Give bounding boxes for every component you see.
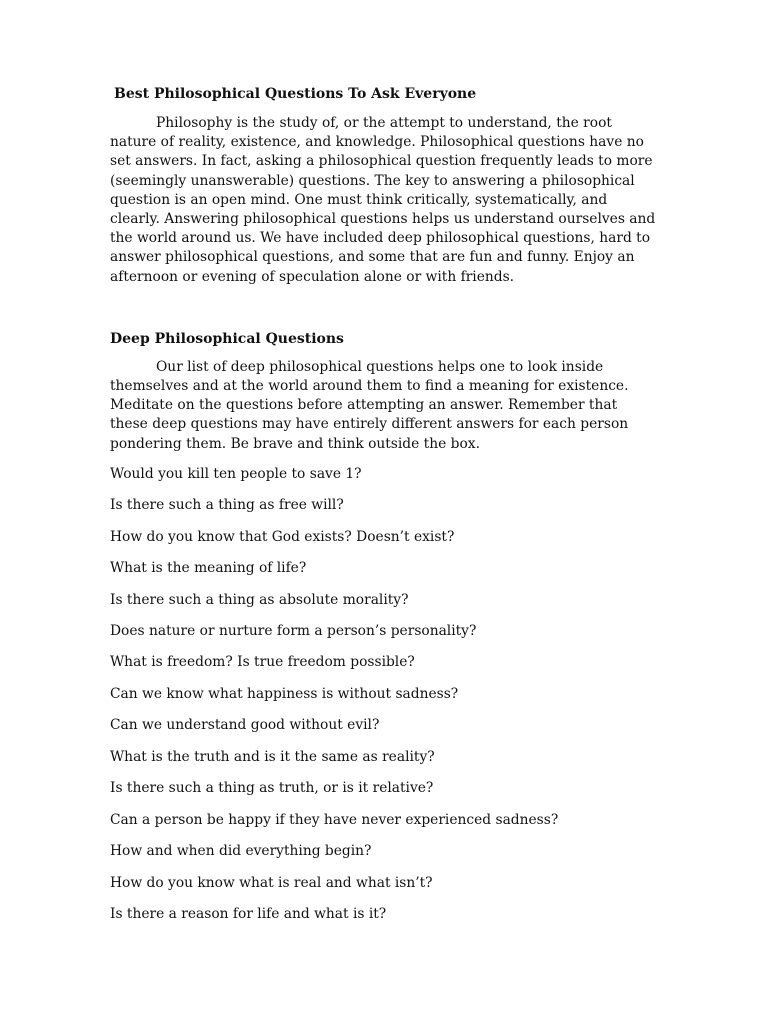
question-item: How do you know what is real and what isn’t? [110, 874, 433, 891]
question-item: How do you know that God exists? Doesn’t exist? [110, 528, 455, 545]
question-list [110, 465, 658, 924]
question-item: What is the truth and is it the same as reality? [110, 748, 435, 765]
question-item: Can we understand good without evil? [110, 717, 380, 734]
question-item: Would you kill ten people to save 1? [110, 465, 362, 482]
section-heading: Deep Philosophical Questions [110, 330, 344, 347]
question-item: Does nature or nurture form a person’s personality? [110, 623, 477, 640]
question-item: Can we know what happiness is without sadness? [110, 685, 459, 702]
question-item: Can a person be happy if they have never experienced sadness? [110, 811, 559, 828]
question-item: Is there such a thing as absolute morality? [110, 591, 409, 608]
document-page [110, 84, 658, 936]
document-title: Best Philosophical Questions To Ask Everyone [114, 86, 477, 102]
section-intro-paragraph: Our list of deep philosophical questions helps one to look inside themselves and at the world around them to find a meaning for existence. Meditate on the questions before attempting an answer. Remember that these deep questions may have entirely different answers for each person pondering them. Be brave and think outside the box. [110, 358, 629, 452]
question-item: What is freedom? Is true freedom possible? [110, 654, 415, 671]
question-item: Is there such a thing as free will? [110, 497, 344, 514]
question-item: Is there such a thing as truth, or is it relative? [110, 780, 434, 797]
intro-paragraph: Philosophy is the study of, or the attempt to understand, the root nature of reality, existence, and knowledge. Philosophical questions have no set answers. In fact, asking a philosophical question frequently leads to more (seemingly unanswerable) questions. The key to answering a philosophical question is an open mind. One must think critically, systematically, and clearly. Answering philosophical questions helps us understand ourselves and the world around us. We have included deep philosophical questions, hard to answer philosophical questions, and some that are fun and funny. Enjoy an afternoon or evening of speculation alone or with friends. [110, 115, 656, 285]
question-item: How and when did everything begin? [110, 843, 372, 860]
question-item: Is there a reason for life and what is it? [110, 905, 387, 922]
question-item: What is the meaning of life? [110, 560, 307, 577]
